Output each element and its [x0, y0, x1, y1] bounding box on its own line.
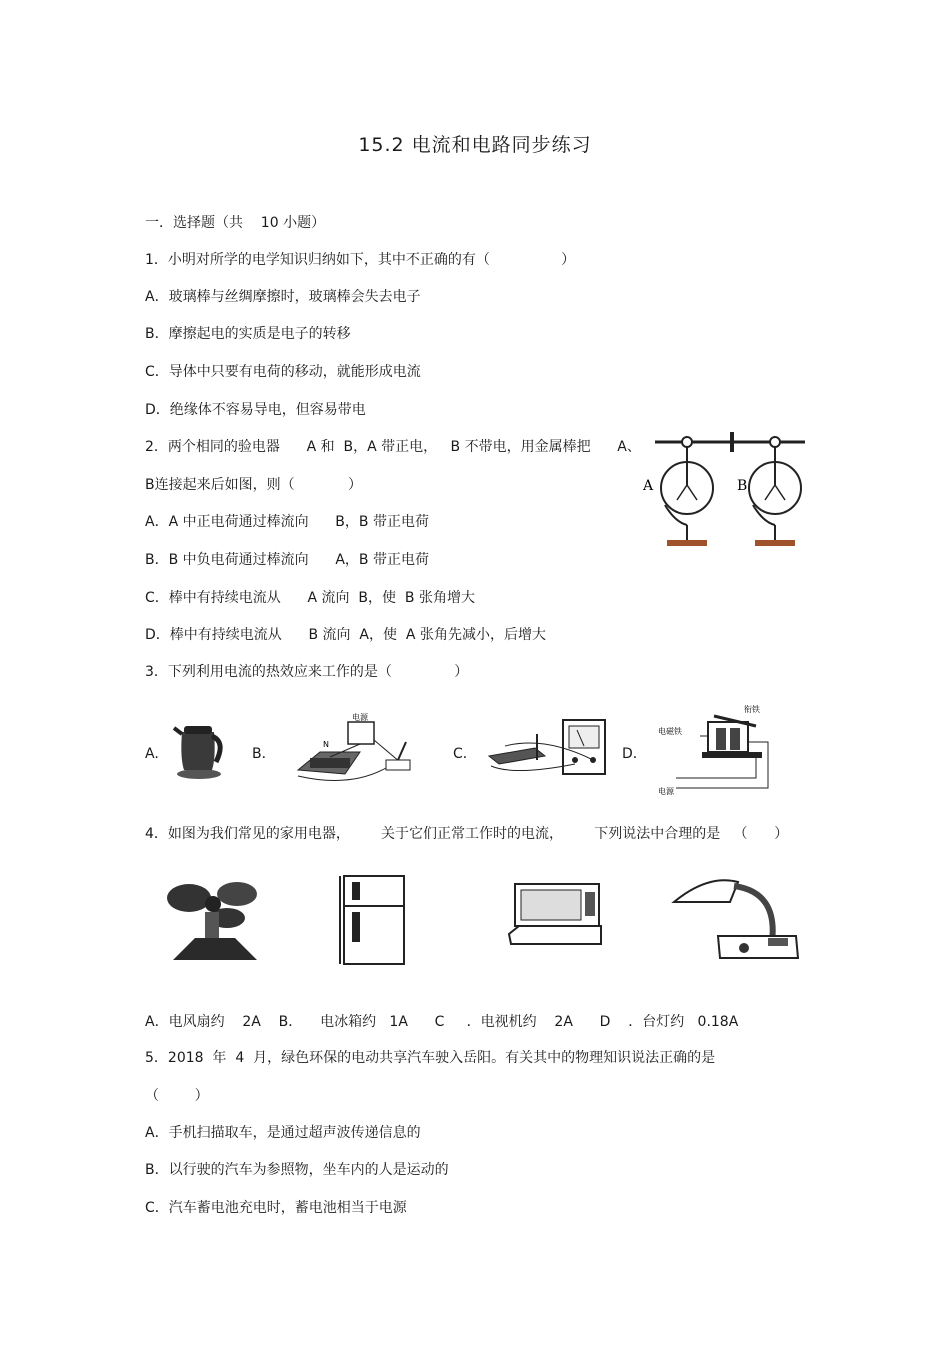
- question-3-option-d-label: D．: [622, 746, 647, 762]
- electroscope-label-b: B: [737, 478, 748, 494]
- question-1-option-d: D．绝缘体不容易导电，但容易带电: [145, 402, 366, 418]
- galvanometer-experiment-icon: [485, 716, 610, 782]
- question-5-stem-line2: （ ）: [145, 1088, 209, 1104]
- desk-lamp-icon: [668, 872, 803, 964]
- question-2-option-b: B．B 中负电荷通过棒流向 A，B 带正电荷: [145, 552, 429, 568]
- electric-kettle-icon: [172, 718, 227, 780]
- svg-text:电磁铁: 电磁铁: [658, 727, 682, 736]
- question-2-option-d: D．棒中有持续电流从 B 流向 A，使 A 张角先减小，后增大: [145, 627, 546, 643]
- electroscope-b-icon: [749, 437, 801, 546]
- electric-fan-icon: [165, 876, 260, 964]
- television-icon: [505, 878, 605, 950]
- question-4-stem: 4．如图为我们常见的家用电器， 关于它们正常工作时的电流， 下列说法中合理的是 （ ）: [145, 826, 789, 842]
- svg-text:衔铁: 衔铁: [744, 705, 760, 714]
- question-4-options: A．电风扇约 2A B． 电冰箱约 1A C ．电视机约 2A D ．台灯约 0.18A: [145, 1014, 739, 1030]
- question-5-option-a: A．手机扫描取车，是通过超声波传递信息的: [145, 1125, 421, 1141]
- electroscope-figure: [635, 430, 810, 552]
- question-5-option-c: C．汽车蓄电池充电时，蓄电池相当于电源: [145, 1200, 407, 1216]
- question-2-stem-line1: 2．两个相同的验电器 A 和 B，A 带正电， B 不带电，用金属棒把 A、: [145, 439, 641, 455]
- question-3-option-a-label: A.: [145, 746, 159, 762]
- electroscope-a-icon: [661, 437, 713, 546]
- question-2-option-a: A．A 中正电荷通过棒流向 B，B 带正电荷: [145, 514, 429, 530]
- question-3-option-b-label: B．: [252, 746, 276, 762]
- question-3-stem: 3．下列利用电流的热效应来工作的是（ ）: [145, 664, 469, 680]
- question-2-option-c: C．棒中有持续电流从 A 流向 B，使 B 张角增大: [145, 590, 475, 606]
- question-3-option-c-label: C．: [453, 746, 477, 762]
- page-title: 15.2 电流和电路同步练习: [358, 134, 592, 156]
- question-1-option-b: B．摩擦起电的实质是电子的转移: [145, 326, 351, 342]
- section-heading: 一．选择题（共 10 小题）: [145, 215, 326, 231]
- electromagnetic-relay-icon: [656, 702, 776, 800]
- question-2-stem-line2: B连接起来后如图，则（ ）: [145, 477, 363, 493]
- refrigerator-icon: [338, 872, 410, 968]
- question-5-stem-line1: 5．2018 年 4 月，绿色环保的电动共享汽车驶入岳阳。有关其中的物理知识说法正确的是: [145, 1050, 716, 1066]
- svg-text:电源: 电源: [658, 787, 674, 796]
- question-5-option-b: B．以行驶的汽车为参照物，坐车内的人是运动的: [145, 1162, 449, 1178]
- question-1-option-c: C．导体中只要有电荷的移动，就能形成电流: [145, 364, 421, 380]
- svg-text:N: N: [323, 740, 329, 749]
- electroscope-label-a: A: [643, 478, 654, 494]
- question-1-option-a: A．玻璃棒与丝绸摩擦时，玻璃棒会失去电子: [145, 289, 421, 305]
- question-1-stem: 1．小明对所学的电学知识归纳如下，其中不正确的有（ ）: [145, 252, 576, 268]
- svg-text:电源: 电源: [352, 713, 368, 722]
- electromagnetic-experiment-icon: [290, 712, 420, 788]
